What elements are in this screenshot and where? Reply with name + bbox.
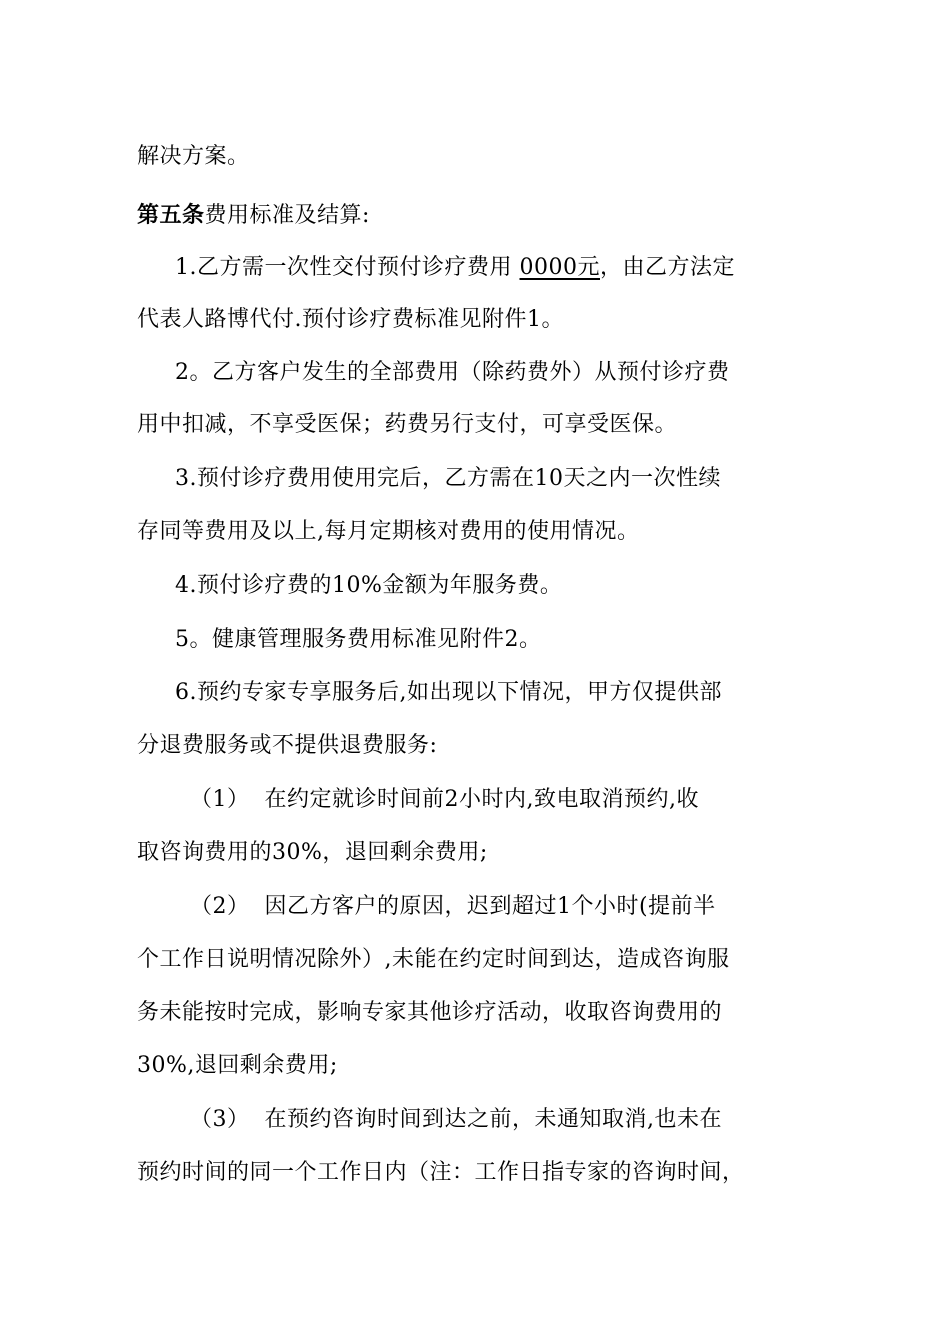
item-3-line-1: 3.预付诊疗费用使用完后，乙方需在10天之内一次性续 bbox=[175, 466, 721, 491]
sub-item-2-line-3: 务未能按时完成，影响专家其他诊疗活动，收取咨询费用的 bbox=[137, 1000, 723, 1025]
sub-item-1-line-1: （1） 在约定就诊时间前2小时内,致电取消预约,收 bbox=[190, 787, 699, 812]
item-1-text: 1.乙方需一次性交付预付诊疗费用 bbox=[175, 255, 520, 280]
sub-item-3-line-2: 预约时间的同一个工作日内（注：工作日指专家的咨询时间， bbox=[137, 1160, 745, 1185]
article-5-number: 第五条 bbox=[137, 202, 205, 228]
item-2-line-1: 2。乙方客户发生的全部费用（除药费外）从预付诊疗费 bbox=[175, 360, 730, 385]
article-5-title: 费用标准及结算: bbox=[204, 203, 370, 228]
previous-paragraph-end: 解决方案。 bbox=[137, 144, 250, 169]
item-1-text-post: ，由乙方法定 bbox=[600, 255, 736, 280]
item-3-line-2: 存同等费用及以上,每月定期核对费用的使用情况。 bbox=[137, 519, 640, 544]
item-1-amount: 0000元 bbox=[519, 255, 600, 280]
item-4: 4.预付诊疗费的10%金额为年服务费。 bbox=[175, 573, 563, 598]
item-6-line-2: 分退费服务或不提供退费服务: bbox=[137, 733, 438, 758]
item-1-line-2: 代表人路博代付.预付诊疗费标准见附件1。 bbox=[137, 307, 564, 332]
sub-item-3-line-1: （3） 在预约咨询时间到达之前，未通知取消,也未在 bbox=[190, 1107, 722, 1132]
item-2-line-2: 用中扣减，不享受医保；药费另行支付，可享受医保。 bbox=[137, 412, 678, 437]
sub-item-2-line-4: 30%,退回剩余费用; bbox=[137, 1053, 338, 1078]
item-5: 5。健康管理服务费用标准见附件2。 bbox=[175, 627, 542, 652]
item-6-line-1: 6.预约专家专享服务后,如出现以下情况，甲方仅提供部 bbox=[175, 680, 722, 705]
sub-item-2-line-1: （2） 因乙方客户的原因，迟到超过1个小时(提前半 bbox=[190, 894, 716, 919]
item-1-line-1 bbox=[175, 253, 735, 283]
sub-item-2-line-2: 个工作日说明情况除外）,未能在约定时间到达，造成咨询服 bbox=[137, 947, 730, 972]
sub-item-1-line-2: 取咨询费用的30%，退回剩余费用; bbox=[137, 840, 488, 865]
article-5-heading bbox=[137, 200, 370, 231]
